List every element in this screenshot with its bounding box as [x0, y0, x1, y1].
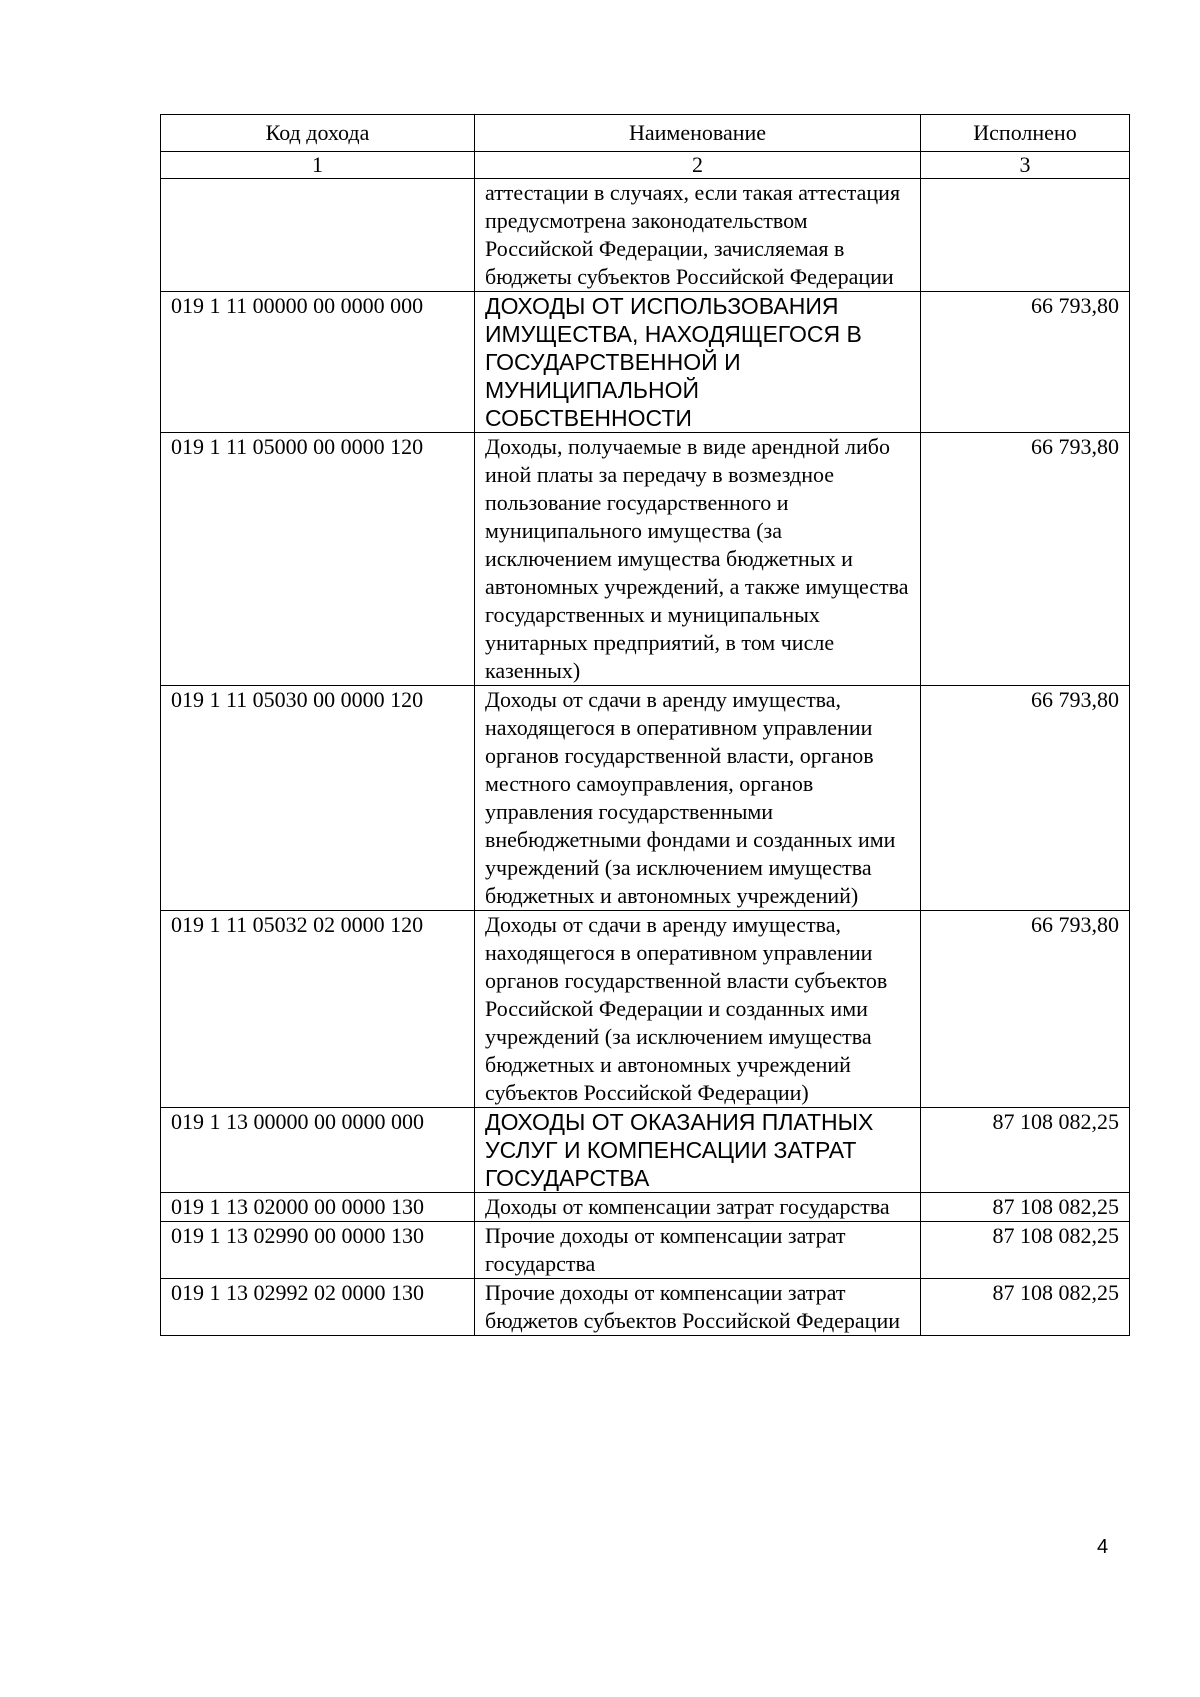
- revenue-code: 019 1 11 05030 00 0000 120: [161, 686, 475, 911]
- revenue-name: аттестации в случаях, если такая аттестация предусмотрена законодательством Российской Федерации, зачисляемая в бюджеты субъектов Российской Федерации: [475, 179, 921, 292]
- column-number-row: [161, 152, 1130, 179]
- revenue-code: 019 1 13 02992 02 0000 130: [161, 1279, 475, 1336]
- revenue-table: [160, 114, 1130, 1336]
- revenue-amount: 66 793,80: [921, 433, 1130, 686]
- revenue-name: Прочие доходы от компенсации затрат бюджетов субъектов Российской Федерации: [475, 1279, 921, 1336]
- table-row: [161, 292, 1130, 433]
- revenue-code: 019 1 11 00000 00 0000 000: [161, 292, 475, 433]
- table-row: [161, 433, 1130, 686]
- revenue-amount: 87 108 082,25: [921, 1108, 1130, 1193]
- revenue-name: Доходы от сдачи в аренду имущества, находящегося в оперативном управлении органов государственной власти, органов местного самоуправления, органов управления государственными внебюджетными фондами и созданных ими учреждений (за исключением имущества бюджетных и автономных учреждений): [475, 686, 921, 911]
- column-number-3: 3: [921, 152, 1130, 179]
- revenue-amount: 87 108 082,25: [921, 1222, 1130, 1279]
- revenue-name: Прочие доходы от компенсации затрат государства: [475, 1222, 921, 1279]
- revenue-code: 019 1 13 02990 00 0000 130: [161, 1222, 475, 1279]
- header-code: Код дохода: [161, 115, 475, 152]
- page-number: 4: [1097, 1536, 1109, 1558]
- revenue-code: 019 1 11 05000 00 0000 120: [161, 433, 475, 686]
- revenue-amount: 66 793,80: [921, 686, 1130, 911]
- header-row: [161, 115, 1130, 152]
- revenue-code: 019 1 13 02000 00 0000 130: [161, 1193, 475, 1222]
- revenue-name: Доходы, получаемые в виде арендной либо иной платы за передачу в возмездное пользование государственного и муниципального имущества (за исключением имущества бюджетных и автономных учреждений, а также имущества государственных и муниципальных унитарных предприятий, в том числе казенных): [475, 433, 921, 686]
- revenue-code: 019 1 13 00000 00 0000 000: [161, 1108, 475, 1193]
- table-row: [161, 911, 1130, 1108]
- revenue-code: [161, 179, 475, 292]
- table-row: [161, 1193, 1130, 1222]
- column-number-1: 1: [161, 152, 475, 179]
- revenue-amount: 87 108 082,25: [921, 1193, 1130, 1222]
- revenue-name: Доходы от сдачи в аренду имущества, находящегося в оперативном управлении органов государственной власти субъектов Российской Федерации и созданных ими учреждений (за исключением имущества бюджетных и автономных учреждений субъектов Российской Федерации): [475, 911, 921, 1108]
- table-row: [161, 1279, 1130, 1336]
- column-number-2: 2: [475, 152, 921, 179]
- revenue-amount: 87 108 082,25: [921, 1279, 1130, 1336]
- table-row: [161, 1222, 1130, 1279]
- table-row: [161, 1108, 1130, 1193]
- revenue-name: ДОХОДЫ ОТ ОКАЗАНИЯ ПЛАТНЫХ УСЛУГ И КОМПЕНСАЦИИ ЗАТРАТ ГОСУДАРСТВА: [475, 1108, 921, 1193]
- revenue-name: Доходы от компенсации затрат государства: [475, 1193, 921, 1222]
- revenue-amount: 66 793,80: [921, 292, 1130, 433]
- table-row: [161, 179, 1130, 292]
- revenue-name: ДОХОДЫ ОТ ИСПОЛЬЗОВАНИЯ ИМУЩЕСТВА, НАХОДЯЩЕГОСЯ В ГОСУДАРСТВЕННОЙ И МУНИЦИПАЛЬНОЙ СОБСТВЕННОСТИ: [475, 292, 921, 433]
- revenue-amount: [921, 179, 1130, 292]
- revenue-code: 019 1 11 05032 02 0000 120: [161, 911, 475, 1108]
- table-row: [161, 686, 1130, 911]
- header-executed: Исполнено: [921, 115, 1130, 152]
- header-name: Наименование: [475, 115, 921, 152]
- revenue-amount: 66 793,80: [921, 911, 1130, 1108]
